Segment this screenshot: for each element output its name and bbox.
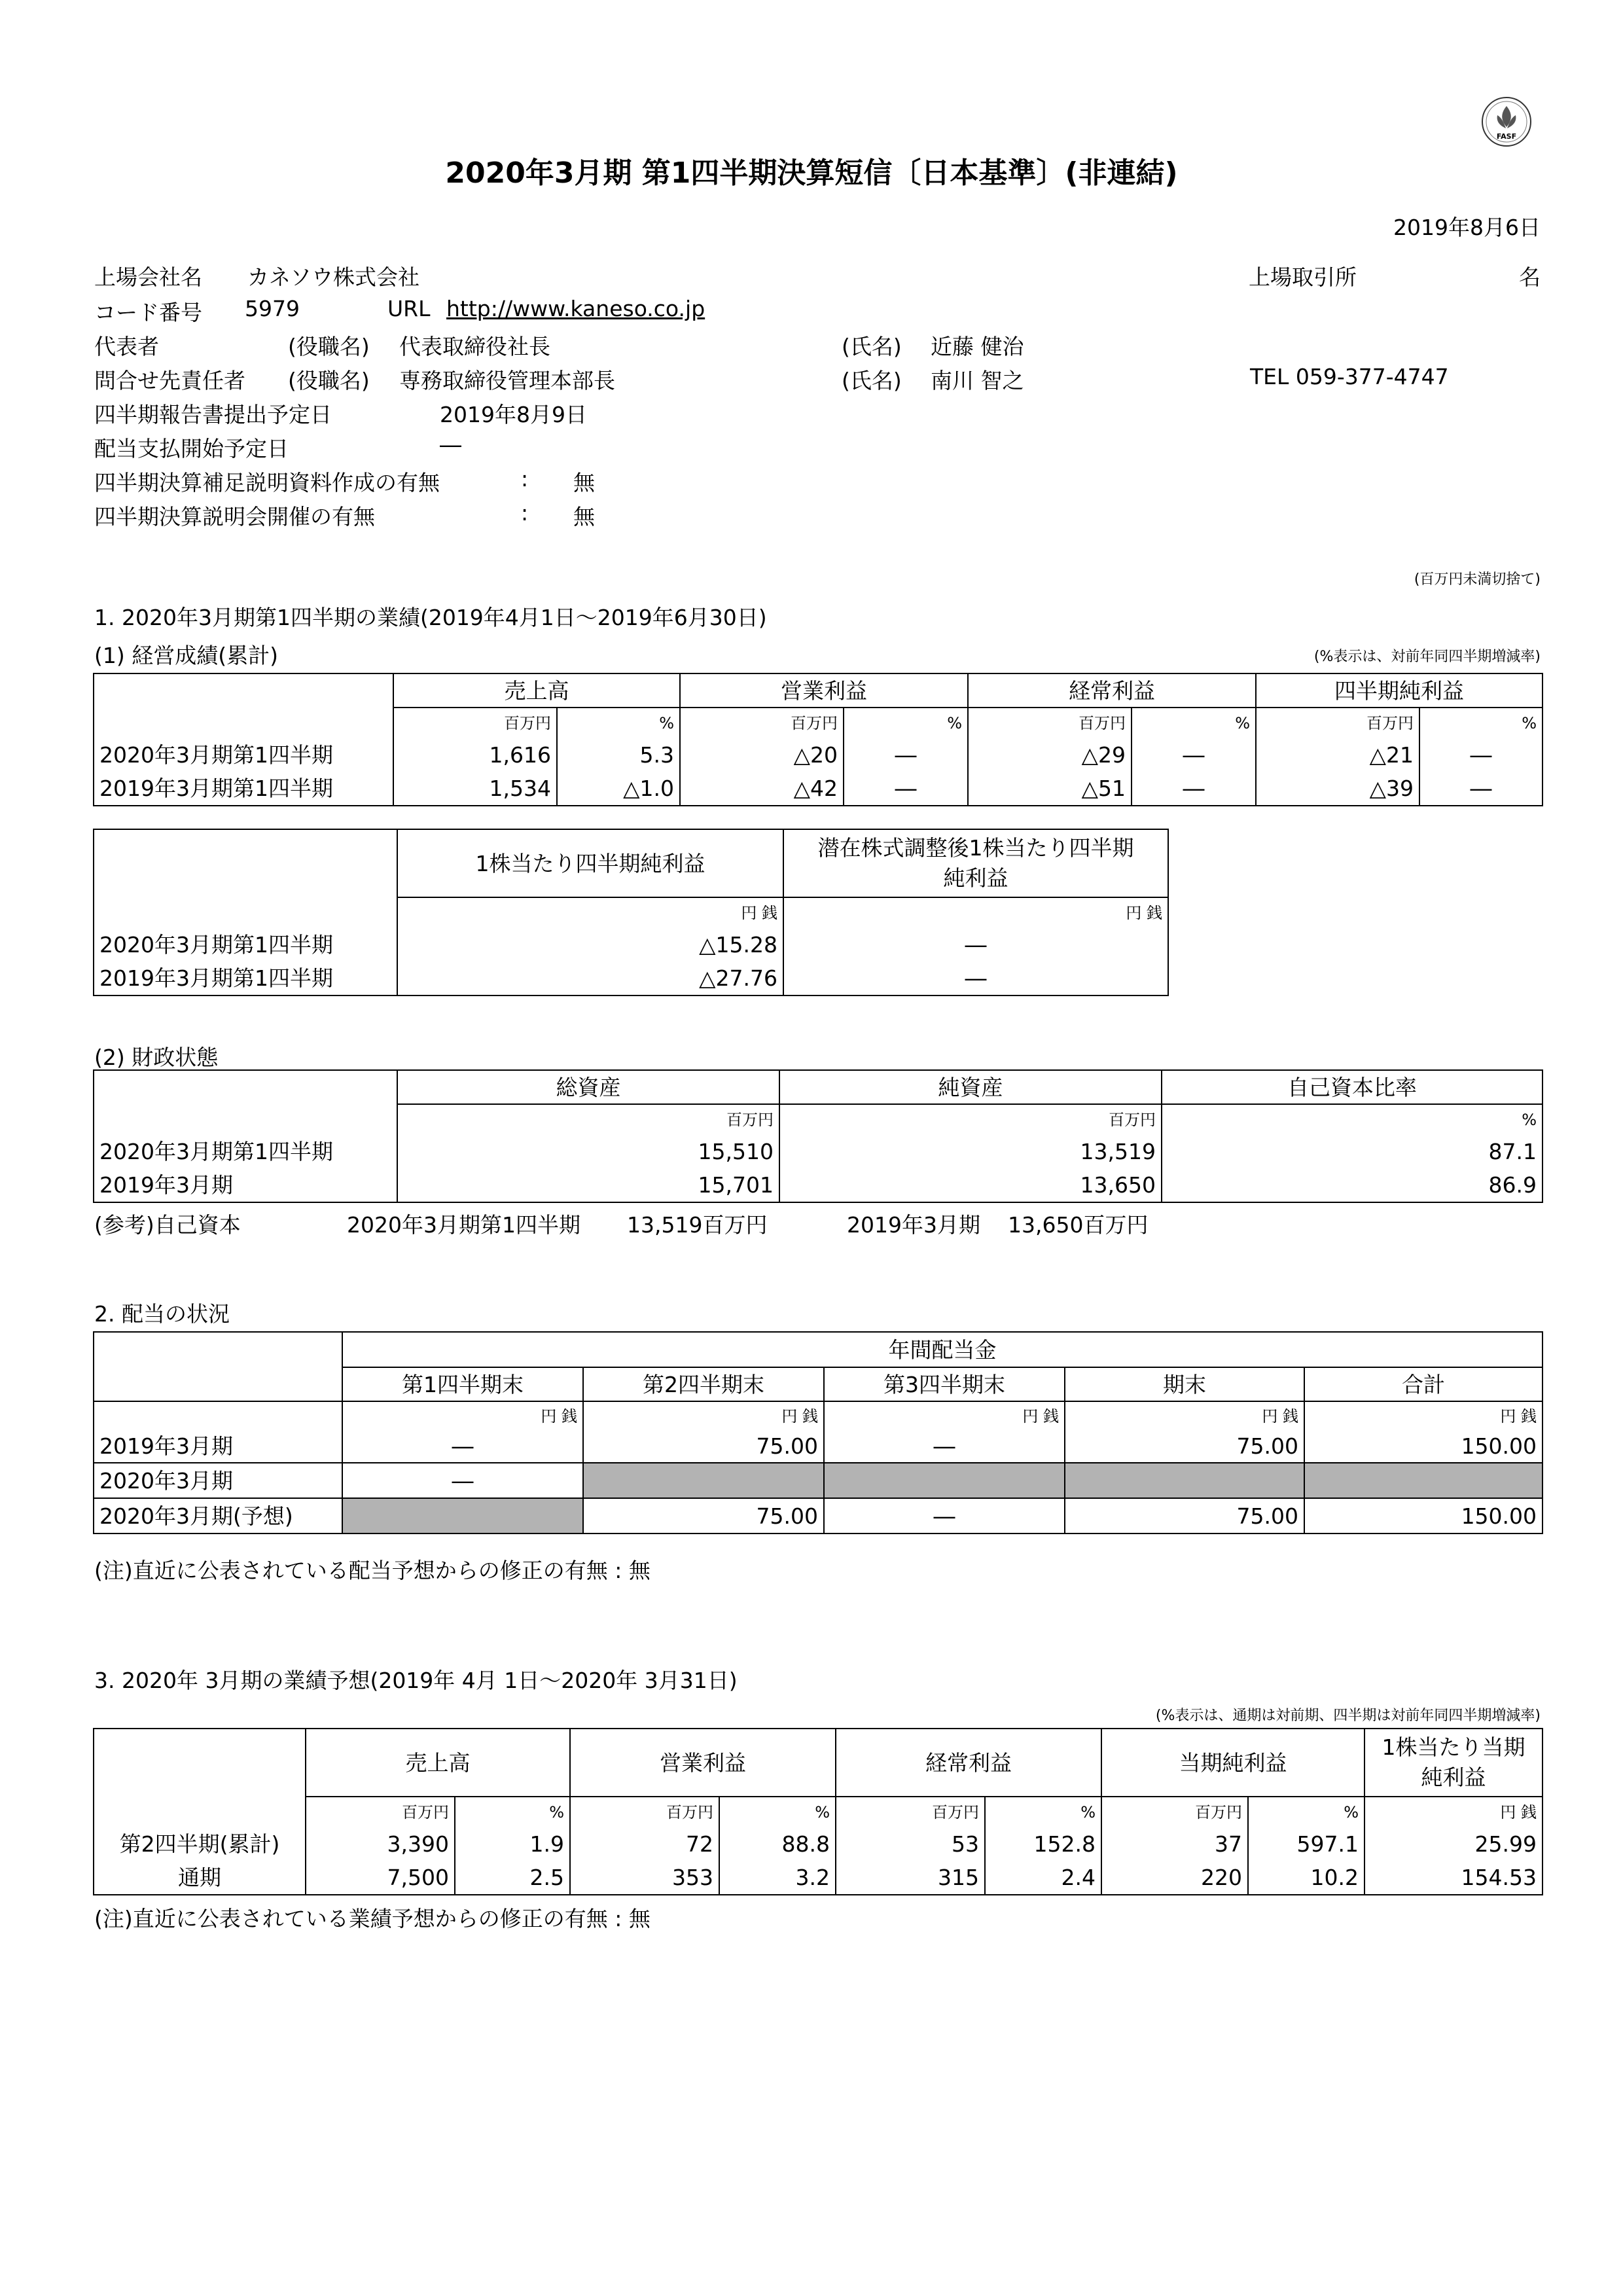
rounding-note: (百万円未満切捨て) xyxy=(1414,571,1541,588)
reference-value1: 13,519百万円 xyxy=(627,1212,768,1238)
cell-q1-end xyxy=(342,1498,583,1534)
unit-cell: 円 銭 xyxy=(342,1401,583,1430)
row-label: 通期 xyxy=(94,1861,306,1895)
col-header-q3-end: 第3四半期末 xyxy=(824,1367,1065,1401)
contact-label: 問合せ先責任者 xyxy=(94,368,245,393)
row-label: 2019年3月期第1四半期 xyxy=(94,772,393,806)
company-url-link[interactable]: http://www.kaneso.co.jp xyxy=(446,296,705,321)
unit-cell: % xyxy=(557,708,680,738)
contact-title-label: (役職名) xyxy=(288,368,370,393)
table-row xyxy=(94,772,1543,806)
cell-equity-ratio: 87.1 xyxy=(1162,1134,1543,1168)
cell-diluted-eps: ― xyxy=(783,961,1168,996)
dividend-table xyxy=(93,1331,1543,1534)
reference-period1: 2020年3月期第1四半期 xyxy=(347,1212,580,1238)
supplementary-material-colon: : xyxy=(521,466,529,492)
table-row xyxy=(94,1861,1543,1895)
row-label: 第2四半期(累計) xyxy=(94,1827,306,1861)
company-name-label: 上場会社名 xyxy=(94,264,202,290)
cell-sales-pct: 1.9 xyxy=(455,1827,570,1861)
cell-q1-end: ― xyxy=(342,1463,583,1498)
row-label: 2019年3月期 xyxy=(94,1430,342,1463)
cell-operating-income-pct: ― xyxy=(844,738,968,772)
reference-value2: 13,650百万円 xyxy=(1008,1212,1149,1238)
unit-cell: 百万円 xyxy=(779,1104,1162,1134)
cell-eps: 154.53 xyxy=(1364,1861,1543,1895)
col-header-equity-ratio: 自己資本比率 xyxy=(1162,1070,1543,1104)
cell-q3-end xyxy=(824,1463,1065,1498)
diluted-eps-line1: 潜在株式調整後1株当たり四半期 xyxy=(817,834,1134,861)
cell-q2-end: 75.00 xyxy=(583,1498,824,1534)
corner-cell xyxy=(94,1332,342,1367)
unit-row-label xyxy=(94,708,393,738)
reference-label: (参考)自己資本 xyxy=(94,1212,241,1238)
row-label: 2019年3月期第1四半期 xyxy=(94,961,397,996)
cell-ordinary-income: △29 xyxy=(968,738,1132,772)
cell-net-income-pct: 10.2 xyxy=(1248,1861,1364,1895)
rep-title: 代表取締役社長 xyxy=(399,334,550,359)
contact-tel: TEL 059-377-4747 xyxy=(1250,364,1449,389)
report-date: 2019年8月9日 xyxy=(440,402,587,427)
row-label: 2020年3月期 xyxy=(94,1463,342,1498)
corner-cell-lower xyxy=(94,1367,342,1401)
code-number: 5979 xyxy=(245,296,300,321)
cell-diluted-eps: ― xyxy=(783,927,1168,961)
unit-cell: 百万円 xyxy=(1256,708,1419,738)
row-label: 2020年3月期第1四半期 xyxy=(94,738,393,772)
supplementary-material-value: 無 xyxy=(573,470,595,495)
unit-cell: 円 銭 xyxy=(583,1401,824,1430)
unit-cell: 円 銭 xyxy=(1304,1401,1543,1430)
col-header-diluted-eps xyxy=(783,829,1168,897)
dividend-start-value: ― xyxy=(440,432,461,457)
unit-cell: 百万円 xyxy=(397,1104,779,1134)
contact-title: 専務取締役管理本部長 xyxy=(399,368,615,393)
rep-title-label: (役職名) xyxy=(288,334,370,359)
diluted-eps-line2: 純利益 xyxy=(943,865,1008,891)
table-row xyxy=(94,927,1168,961)
unit-cell: 百万円 xyxy=(680,708,844,738)
unit-cell: 百万円 xyxy=(968,708,1132,738)
section2-heading: 2. 配当の状況 xyxy=(94,1301,230,1327)
cell-sales: 3,390 xyxy=(306,1827,455,1861)
unit-cell: 百万円 xyxy=(570,1797,719,1827)
unit-cell: % xyxy=(455,1797,570,1827)
cell-year-end: 75.00 xyxy=(1065,1430,1304,1463)
unit-cell: 百万円 xyxy=(393,708,557,738)
contact-name: 南川 智之 xyxy=(931,368,1024,393)
cell-total-assets: 15,510 xyxy=(397,1134,779,1168)
cell-total-assets: 15,701 xyxy=(397,1168,779,1202)
col-header-total: 合計 xyxy=(1304,1367,1543,1401)
col-header-q2-end: 第2四半期末 xyxy=(583,1367,824,1401)
briefing-colon: : xyxy=(521,500,529,526)
unit-cell: % xyxy=(1132,708,1256,738)
cell-operating-income-pct: 3.2 xyxy=(719,1861,836,1895)
cell-net-income: △21 xyxy=(1256,738,1419,772)
dividend-revision-note: (注)直近に公表されている配当予想からの修正の有無 : 無 xyxy=(94,1558,651,1583)
representative-label: 代表者 xyxy=(94,334,159,359)
cell-ordinary-income-pct: ― xyxy=(1132,738,1256,772)
row-label: 2019年3月期 xyxy=(94,1168,397,1202)
corner-cell xyxy=(94,1070,397,1104)
cell-sales: 7,500 xyxy=(306,1861,455,1895)
col-header-year-end: 期末 xyxy=(1065,1367,1304,1401)
cell-total xyxy=(1304,1463,1543,1498)
cell-year-end: 75.00 xyxy=(1065,1498,1304,1534)
briefing-label: 四半期決算説明会開催の有無 xyxy=(94,504,375,529)
row-label: 2020年3月期第1四半期 xyxy=(94,1134,397,1168)
table-row xyxy=(94,1827,1543,1861)
table-row xyxy=(94,738,1543,772)
eps-header-line2: 純利益 xyxy=(1421,1765,1486,1790)
table-row xyxy=(94,1430,1543,1463)
cell-operating-income: △42 xyxy=(680,772,844,806)
section3-heading: 3. 2020年 3月期の業績予想(2019年 4月 1日～2020年 3月31日) xyxy=(94,1668,738,1693)
table-row xyxy=(94,1463,1543,1498)
col-header-eps xyxy=(1364,1729,1543,1797)
col-header-sales: 売上高 xyxy=(306,1729,570,1797)
eps-header-line1: 1株当たり当期 xyxy=(1382,1734,1525,1760)
cell-net-income: 37 xyxy=(1101,1827,1248,1861)
unit-cell: 百万円 xyxy=(306,1797,455,1827)
supplementary-material-label: 四半期決算補足説明資料作成の有無 xyxy=(94,470,440,495)
col-header-net-income: 四半期純利益 xyxy=(1256,673,1543,708)
cell-net-income: 220 xyxy=(1101,1861,1248,1895)
operating-results-table xyxy=(93,673,1543,806)
rep-name-label: (氏名) xyxy=(842,334,902,359)
unit-cell: 円 銭 xyxy=(397,897,783,927)
unit-row-label xyxy=(94,1401,342,1430)
cell-sales: 1,534 xyxy=(393,772,557,806)
forecast-table xyxy=(93,1728,1543,1895)
unit-row-label xyxy=(94,897,397,927)
col-header-ordinary-income: 経常利益 xyxy=(836,1729,1101,1797)
row-label: 2020年3月期第1四半期 xyxy=(94,927,397,961)
cell-ordinary-income-pct: 2.4 xyxy=(985,1861,1101,1895)
table-row xyxy=(94,961,1168,996)
cell-net-assets: 13,650 xyxy=(779,1168,1162,1202)
cell-eps: △15.28 xyxy=(397,927,783,961)
unit-cell: % xyxy=(844,708,968,738)
cell-operating-income: 72 xyxy=(570,1827,719,1861)
section1-heading: 1. 2020年3月期第1四半期の業績(2019年4月1日～2019年6月30日) xyxy=(94,605,767,630)
cell-q2-end: 75.00 xyxy=(583,1430,824,1463)
cell-total: 150.00 xyxy=(1304,1430,1543,1463)
company-name: カネソウ株式会社 xyxy=(247,264,420,290)
cell-operating-income-pct: ― xyxy=(844,772,968,806)
document-title: 2020年3月期 第1四半期決算短信〔日本基準〕(非連結) xyxy=(445,156,1178,190)
annual-dividend-header: 年間配当金 xyxy=(342,1332,1543,1367)
reference-period2: 2019年3月期 xyxy=(847,1212,980,1238)
cell-net-assets: 13,519 xyxy=(779,1134,1162,1168)
cell-q3-end: ― xyxy=(824,1498,1065,1534)
cell-year-end xyxy=(1065,1463,1304,1498)
cell-ordinary-income: 315 xyxy=(836,1861,985,1895)
row-label: 2020年3月期(予想) xyxy=(94,1498,342,1534)
cell-sales-pct: 2.5 xyxy=(455,1861,570,1895)
col-header-operating-income: 営業利益 xyxy=(680,673,968,708)
col-header-net-assets: 純資産 xyxy=(779,1070,1162,1104)
eps-table xyxy=(93,829,1169,996)
code-label: コード番号 xyxy=(94,300,202,325)
table-row xyxy=(94,1134,1543,1168)
cell-sales-pct: 5.3 xyxy=(557,738,680,772)
col-header-operating-income: 営業利益 xyxy=(570,1729,836,1797)
unit-cell: 百万円 xyxy=(1101,1797,1248,1827)
cell-net-income-pct: 597.1 xyxy=(1248,1827,1364,1861)
cell-total: 150.00 xyxy=(1304,1498,1543,1534)
unit-cell: 円 銭 xyxy=(783,897,1168,927)
forecast-percent-note: (%表示は、通期は対前期、四半期は対前年同四半期増減率) xyxy=(1155,1708,1541,1724)
cell-eps: △27.76 xyxy=(397,961,783,996)
table-row xyxy=(94,1168,1543,1202)
cell-eps: 25.99 xyxy=(1364,1827,1543,1861)
unit-row-label xyxy=(94,1104,397,1134)
percent-note: (%表示は、対前年同四半期増減率) xyxy=(1313,649,1541,665)
contact-name-label: (氏名) xyxy=(842,368,902,393)
cell-operating-income: △20 xyxy=(680,738,844,772)
col-header-sales: 売上高 xyxy=(393,673,680,708)
fasf-logo xyxy=(1480,96,1533,148)
col-header-total-assets: 総資産 xyxy=(397,1070,779,1104)
cell-ordinary-income-pct: ― xyxy=(1132,772,1256,806)
corner-cell xyxy=(94,829,397,897)
unit-cell: 円 銭 xyxy=(1364,1797,1543,1827)
cell-q3-end: ― xyxy=(824,1430,1065,1463)
cell-ordinary-income: △51 xyxy=(968,772,1132,806)
cell-ordinary-income-pct: 152.8 xyxy=(985,1827,1101,1861)
unit-cell: 円 銭 xyxy=(1065,1401,1304,1430)
url-label: URL xyxy=(387,296,431,321)
rep-name: 近藤 健治 xyxy=(931,334,1024,359)
col-header-q1-end: 第1四半期末 xyxy=(342,1367,583,1401)
cell-net-income-pct: ― xyxy=(1419,738,1543,772)
cell-sales-pct: △1.0 xyxy=(557,772,680,806)
operating-results-heading: (1) 経営成績(累計) xyxy=(94,643,278,668)
table-row xyxy=(94,1498,1543,1534)
cell-q1-end: ― xyxy=(342,1430,583,1463)
unit-cell: % xyxy=(1419,708,1543,738)
col-header-net-income: 当期純利益 xyxy=(1101,1729,1364,1797)
exchange-value: 名 xyxy=(1519,264,1541,290)
fasf-logo-text: FASF xyxy=(1496,132,1517,141)
col-header-ordinary-income: 経常利益 xyxy=(968,673,1256,708)
cell-operating-income: 353 xyxy=(570,1861,719,1895)
financial-position-heading: (2) 財政状態 xyxy=(94,1045,219,1070)
unit-row-label xyxy=(94,1797,306,1827)
unit-cell: 百万円 xyxy=(836,1797,985,1827)
briefing-value: 無 xyxy=(573,504,595,529)
forecast-revision-note: (注)直近に公表されている業績予想からの修正の有無 : 無 xyxy=(94,1906,651,1931)
report-date-label: 四半期報告書提出予定日 xyxy=(94,402,332,427)
cell-net-income: △39 xyxy=(1256,772,1419,806)
exchange-label: 上場取引所 xyxy=(1249,264,1357,290)
cell-net-income-pct: ― xyxy=(1419,772,1543,806)
unit-cell: % xyxy=(1162,1104,1543,1134)
financial-position-table xyxy=(93,1069,1543,1203)
unit-cell: 円 銭 xyxy=(824,1401,1065,1430)
cell-ordinary-income: 53 xyxy=(836,1827,985,1861)
cell-sales: 1,616 xyxy=(393,738,557,772)
cell-equity-ratio: 86.9 xyxy=(1162,1168,1543,1202)
unit-cell: % xyxy=(985,1797,1101,1827)
corner-cell xyxy=(94,1729,306,1797)
col-header-eps: 1株当たり四半期純利益 xyxy=(397,829,783,897)
dividend-start-label: 配当支払開始予定日 xyxy=(94,436,289,461)
unit-cell: % xyxy=(719,1797,836,1827)
cell-q2-end xyxy=(583,1463,824,1498)
corner-cell xyxy=(94,673,393,708)
cell-operating-income-pct: 88.8 xyxy=(719,1827,836,1861)
announcement-date: 2019年8月6日 xyxy=(1393,215,1541,240)
unit-cell: % xyxy=(1248,1797,1364,1827)
